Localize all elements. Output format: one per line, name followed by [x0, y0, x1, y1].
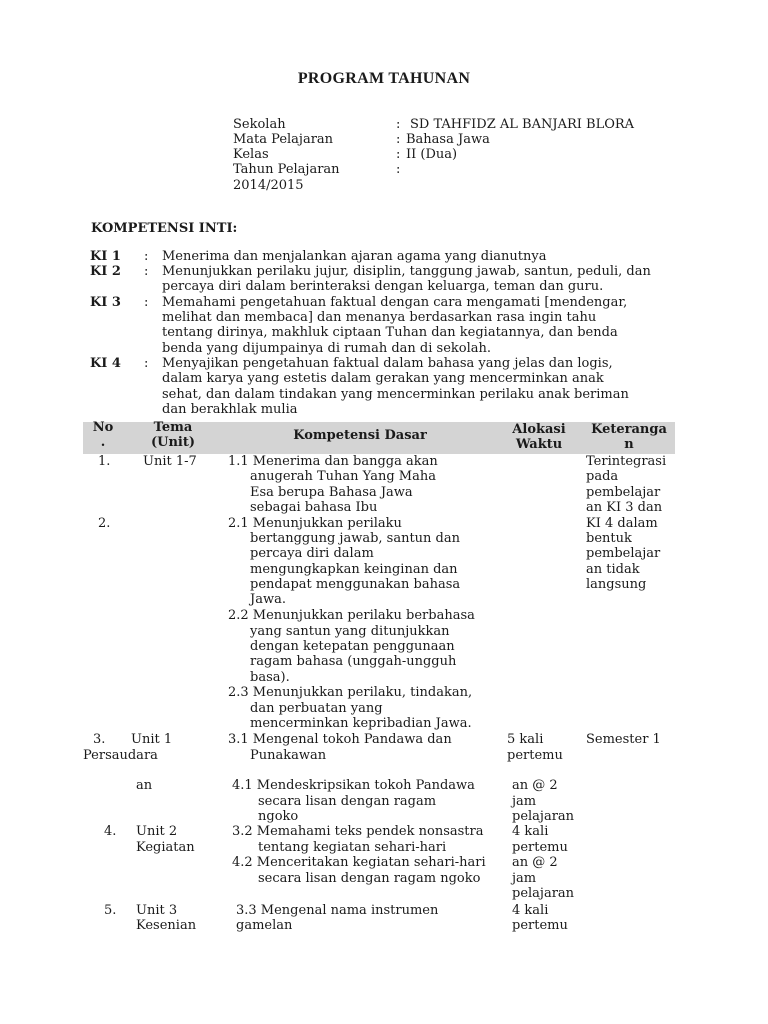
kd-text: pendapat menggunakan bahasa [250, 577, 461, 592]
keterangan-text: pembelajar [586, 485, 661, 500]
tema-cell: Unit 3 [136, 903, 178, 918]
info-sep: : [396, 117, 401, 132]
alokasi-text: pelajaran [512, 809, 575, 824]
alokasi-text: pertemu [512, 918, 568, 933]
alokasi-text: 4 kali [512, 903, 549, 918]
kd-text: 2.1 Menunjukkan perilaku [228, 516, 402, 531]
header-alokasi: Alokasi Waktu [512, 422, 566, 452]
ki-sep: : [144, 356, 149, 371]
ki-sep: : [144, 249, 149, 264]
kd-text: basa). [250, 670, 290, 685]
keterangan-text: Terintegrasi [586, 454, 667, 469]
alokasi-text: pertemu [512, 840, 568, 855]
kd-text: mengungkapkan keinginan dan [250, 562, 458, 577]
alokasi-text: jam [512, 871, 537, 886]
info-value-kelas: II (Dua) [406, 147, 458, 162]
ki-text: melihat dan membaca] dan menanya berdasarkan rasa ingin tahu [162, 310, 597, 325]
kd-text: 2.2 Menunjukkan perilaku berbahasa [228, 608, 475, 623]
alokasi-text: pelajaran [512, 886, 575, 901]
info-sep: : [396, 132, 401, 147]
ki-sep: : [144, 295, 149, 310]
kd-text: sebagai bahasa Ibu [250, 500, 378, 515]
kd-text: ngoko [258, 809, 299, 824]
kd-text: Punakawan [250, 748, 327, 763]
info-label-sekolah: Sekolah [233, 117, 286, 132]
kd-text: secara lisan dengan ragam [258, 794, 437, 809]
kd-text: dengan ketepatan penggunaan [250, 639, 455, 654]
ki-text: sehat, dan dalam tindakan yang mencerminkan perilaku anak beriman [162, 387, 629, 402]
section-title: KOMPETENSI INTI: [91, 221, 238, 236]
alokasi-text: an @ 2 [512, 855, 558, 870]
tema-cell: Kegiatan [136, 840, 195, 855]
kd-text: anugerah Tuhan Yang Maha [250, 469, 436, 484]
kd-text: percaya diri dalam [250, 546, 374, 561]
ki-text: dan berakhlak mulia [162, 402, 298, 417]
ki-text: Menerima dan menjalankan ajaran agama yang dianutnya [162, 249, 547, 264]
ki-code: KI 1 [90, 249, 121, 264]
info-value-sekolah: SD TAHFIDZ AL BANJARI BLORA [410, 117, 635, 132]
kd-text: tentang kegiatan sehari-hari [258, 840, 447, 855]
ki-code: KI 3 [90, 295, 121, 310]
tema-cell: Kesenian [136, 918, 197, 933]
tema-cell: Unit 1-7 [143, 454, 197, 469]
ki-text: benda yang dijumpainya di rumah dan di sekolah. [162, 341, 492, 356]
header-kompetensi-dasar: Kompetensi Dasar [293, 428, 427, 443]
ki-text: tentang dirinya, makhluk ciptaan Tuhan dan kegiatannya, dan benda [162, 325, 618, 340]
alokasi-text: jam [512, 794, 537, 809]
alokasi-text: an @ 2 [512, 778, 558, 793]
info-value-mapel: Bahasa Jawa [406, 132, 490, 147]
keterangan-text: langsung [586, 577, 647, 592]
row-no: 5. [104, 903, 117, 918]
kd-text: dan perbuatan yang [250, 701, 383, 716]
ki-code: KI 2 [90, 264, 121, 279]
ki-sep: : [144, 264, 149, 279]
keterangan-text: an KI 3 dan [586, 500, 663, 515]
kd-text: 2.3 Menunjukkan perilaku, tindakan, [228, 685, 473, 700]
ki-text: Memahami pengetahuan faktual dengan cara mengamati [mendengar, [162, 295, 628, 310]
keterangan-semester: Semester 1 [586, 732, 661, 747]
tema-cell: Persaudara [83, 748, 158, 763]
alokasi-text: pertemu [507, 748, 563, 763]
kd-text: 3.3 Mengenal nama instrumen [236, 903, 439, 918]
row-no: 4. [104, 824, 117, 839]
info-value-tahun: 2014/2015 [233, 178, 304, 193]
header-no: No . [92, 420, 114, 450]
kd-text: secara lisan dengan ragam ngoko [258, 871, 481, 886]
kd-text: 4.2 Menceritakan kegiatan sehari-hari [232, 855, 486, 870]
tema-cell: Unit 1 [131, 732, 173, 747]
kd-text: bertanggung jawab, santun dan [250, 531, 461, 546]
keterangan-text: bentuk [586, 531, 632, 546]
alokasi-text: 5 kali [507, 732, 544, 747]
keterangan-text: KI 4 dalam [586, 516, 658, 531]
keterangan-text: pembelajar [586, 546, 661, 561]
kd-text: Esa berupa Bahasa Jawa [250, 485, 413, 500]
tema-cell: an [136, 778, 153, 793]
kd-text: Jawa. [250, 592, 286, 607]
kd-text: 3.2 Memahami teks pendek nonsastra [232, 824, 484, 839]
info-sep: : [396, 162, 401, 177]
tema-cell: Unit 2 [136, 824, 178, 839]
ki-text: percaya diri dalam berinteraksi dengan keluarga, teman dan guru. [162, 279, 604, 294]
keterangan-text: an tidak [586, 562, 640, 577]
row-no: 1. [98, 454, 111, 469]
kd-text: 4.1 Mendeskripsikan tokoh Pandawa [232, 778, 475, 793]
header-keterangan: Keteranga n [591, 422, 667, 452]
row-no: 3. [93, 732, 106, 747]
kd-text: gamelan [236, 918, 293, 933]
kd-text: yang santun yang ditunjukkan [250, 624, 450, 639]
info-label-tahun: Tahun Pelajaran [233, 162, 340, 177]
ki-code: KI 4 [90, 356, 121, 371]
kd-text: 1.1 Menerima dan bangga akan [228, 454, 438, 469]
info-label-mapel: Mata Pelajaran [233, 132, 334, 147]
row-no: 2. [98, 516, 111, 531]
info-sep: : [396, 147, 401, 162]
kd-text: mencerminkan kepribadian Jawa. [250, 716, 472, 731]
ki-text: Menunjukkan perilaku jujur, disiplin, tanggung jawab, santun, peduli, dan [162, 264, 651, 279]
header-tema: Tema (Unit) [150, 420, 196, 450]
info-label-kelas: Kelas [233, 147, 269, 162]
keterangan-text: pada [586, 469, 619, 484]
alokasi-text: 4 kali [512, 824, 549, 839]
kd-text: ragam bahasa (unggah-ungguh [250, 654, 457, 669]
ki-text: dalam karya yang estetis dalam gerakan yang mencerminkan anak [162, 371, 604, 386]
ki-text: Menyajikan pengetahuan faktual dalam bahasa yang jelas dan logis, [162, 356, 613, 371]
kd-text: 3.1 Mengenal tokoh Pandawa dan [228, 732, 452, 747]
page-title: PROGRAM TAHUNAN [297, 70, 471, 87]
